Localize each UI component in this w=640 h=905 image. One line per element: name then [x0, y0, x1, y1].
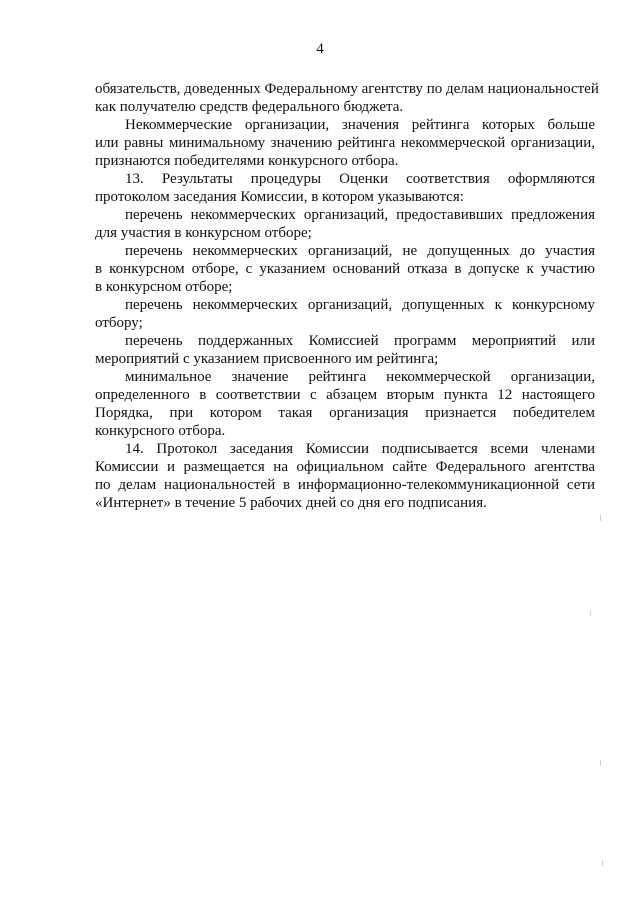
text-line: в конкурсном отборе;	[95, 279, 233, 295]
text-line: отбору;	[95, 315, 143, 331]
text-line: в конкурсном отборе, с указанием оснований отказа в допуске к участию	[95, 261, 595, 277]
text-line: перечень некоммерческих организаций, допущенных к конкурсному	[125, 297, 595, 313]
text-line: перечень поддержанных Комиссией программ мероприятий или	[125, 333, 595, 349]
document-body	[95, 80, 599, 512]
text-line: или равны минимальному значению рейтинга некоммерческой организации,	[95, 135, 595, 151]
text-line: признаются победителями конкурсного отбора.	[95, 153, 399, 169]
text-line: перечень некоммерческих организаций, предоставивших предложения	[125, 207, 595, 223]
scan-speck	[602, 860, 603, 866]
text-line: протоколом заседания Комиссии, в котором указываются:	[95, 189, 464, 205]
text-line: определенного в соответствии с абзацем вторым пункта 12 настоящего	[95, 387, 595, 403]
scan-speck	[600, 760, 601, 766]
text-line: по делам национальностей в информационно-телекоммуникационной сети	[95, 477, 595, 493]
text-line: 13. Результаты процедуры Оценки соответствия оформляются	[125, 171, 595, 187]
text-line: обязательств, доведенных Федеральному агентству по делам национальностей	[95, 81, 599, 97]
text-line: для участия в конкурсном отборе;	[95, 225, 312, 241]
page-number: 4	[316, 41, 324, 57]
text-line: конкурсного отбора.	[95, 423, 226, 439]
text-line: мероприятий с указанием присвоенного им рейтинга;	[95, 351, 439, 367]
text-line: Порядка, при котором такая организация признается победителем	[95, 405, 595, 421]
text-line: Комиссии и размещается на официальном сайте Федерального агентства	[95, 459, 595, 475]
scan-speck	[590, 610, 591, 616]
scan-speck	[600, 515, 601, 521]
text-line: 14. Протокол заседания Комиссии подписывается всеми членами	[125, 441, 595, 457]
text-line: минимальное значение рейтинга некоммерческой организации,	[125, 369, 595, 385]
text-line: Некоммерческие организации, значения рейтинга которых больше	[125, 117, 595, 133]
text-line: «Интернет» в течение 5 рабочих дней со дня его подписания.	[95, 495, 487, 511]
text-line: перечень некоммерческих организаций, не допущенных до участия	[125, 243, 595, 259]
text-line: как получателю средств федерального бюджета.	[95, 99, 404, 115]
